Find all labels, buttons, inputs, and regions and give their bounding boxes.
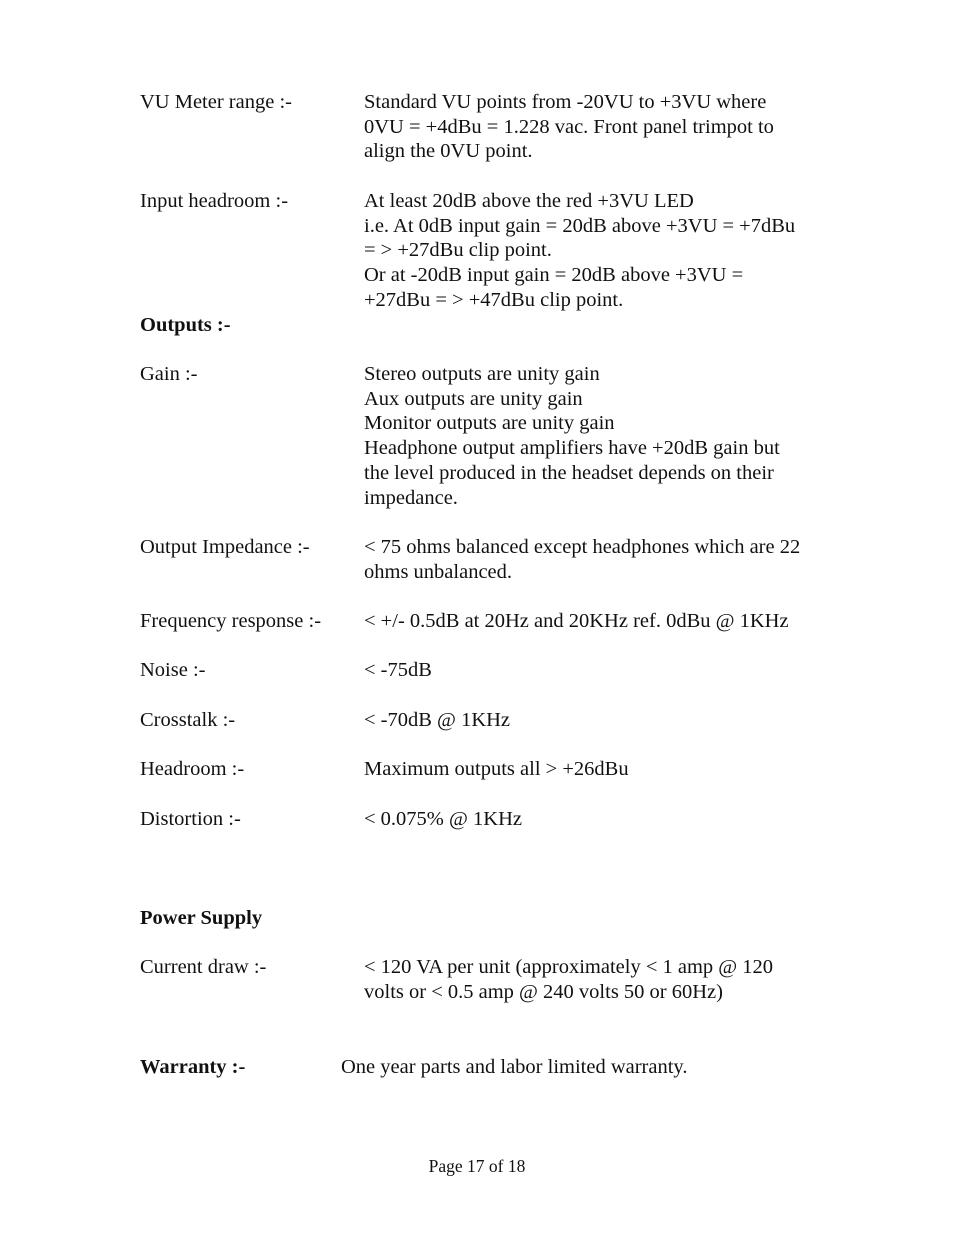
text-line: ohms unbalanced. <box>364 560 513 583</box>
frequency-response-label: Frequency response :- <box>140 610 322 632</box>
outputs-heading: Outputs :- <box>140 314 231 336</box>
input-headroom-value <box>364 189 795 313</box>
crosstalk-label: Crosstalk :- <box>140 709 236 731</box>
distortion-value: < 0.075% @ 1KHz <box>364 808 522 830</box>
text-line: < 75 ohms balanced except headphones which are 22 <box>364 536 801 558</box>
text-line: = > +27dBu clip point. <box>364 239 552 262</box>
warranty-value: One year parts and labor limited warranty. <box>341 1056 688 1078</box>
noise-label: Noise :- <box>140 659 206 681</box>
gain-label: Gain :- <box>140 363 198 385</box>
current-draw-value <box>364 955 773 1004</box>
warranty-label: Warranty :- <box>140 1056 246 1078</box>
text-line: At least 20dB above the red +3VU LED <box>364 190 694 212</box>
gain-value <box>364 362 780 510</box>
text-line: < 120 VA per unit (approximately < 1 amp @ 120 <box>364 956 774 978</box>
vu-meter-label: VU Meter range :- <box>140 91 292 113</box>
input-headroom-label: Input headroom :- <box>140 190 289 212</box>
text-line: impedance. <box>364 486 458 509</box>
text-line: Stereo outputs are unity gain <box>364 363 600 385</box>
headroom-label: Headroom :- <box>140 758 245 780</box>
text-line: volts or < 0.5 amp @ 240 volts 50 or 60Hz) <box>364 980 723 1003</box>
current-draw-label: Current draw :- <box>140 956 267 978</box>
text-line: 0VU = +4dBu = 1.228 vac. Front panel trimpot to <box>364 115 774 138</box>
text-line: i.e. At 0dB input gain = 20dB above +3VU = +7dBu <box>364 214 796 237</box>
text-line: Headphone output amplifiers have +20dB gain but <box>364 437 780 460</box>
text-line: align the 0VU point. <box>364 140 533 163</box>
text-line: Standard VU points from -20VU to +3VU where <box>364 91 767 113</box>
text-line: Or at -20dB input gain = 20dB above +3VU = <box>364 264 744 287</box>
noise-value: < -75dB <box>364 659 432 681</box>
text-line: Aux outputs are unity gain <box>364 387 583 410</box>
distortion-label: Distortion :- <box>140 808 241 830</box>
headroom-value: Maximum outputs all > +26dBu <box>364 758 629 780</box>
power-supply-heading: Power Supply <box>140 907 263 929</box>
output-impedance-value <box>364 535 800 584</box>
text-line: the level produced in the headset depends on their <box>364 461 774 484</box>
crosstalk-value: < -70dB @ 1KHz <box>364 709 511 731</box>
page-number-footer: Page 17 of 18 <box>428 1156 526 1176</box>
frequency-response-value: < +/- 0.5dB at 20Hz and 20KHz ref. 0dBu @ 1KHz <box>364 610 789 632</box>
text-line: Monitor outputs are unity gain <box>364 412 615 435</box>
text-line: +27dBu = > +47dBu clip point. <box>364 288 624 311</box>
output-impedance-label: Output Impedance :- <box>140 536 310 558</box>
vu-meter-value <box>364 90 774 164</box>
